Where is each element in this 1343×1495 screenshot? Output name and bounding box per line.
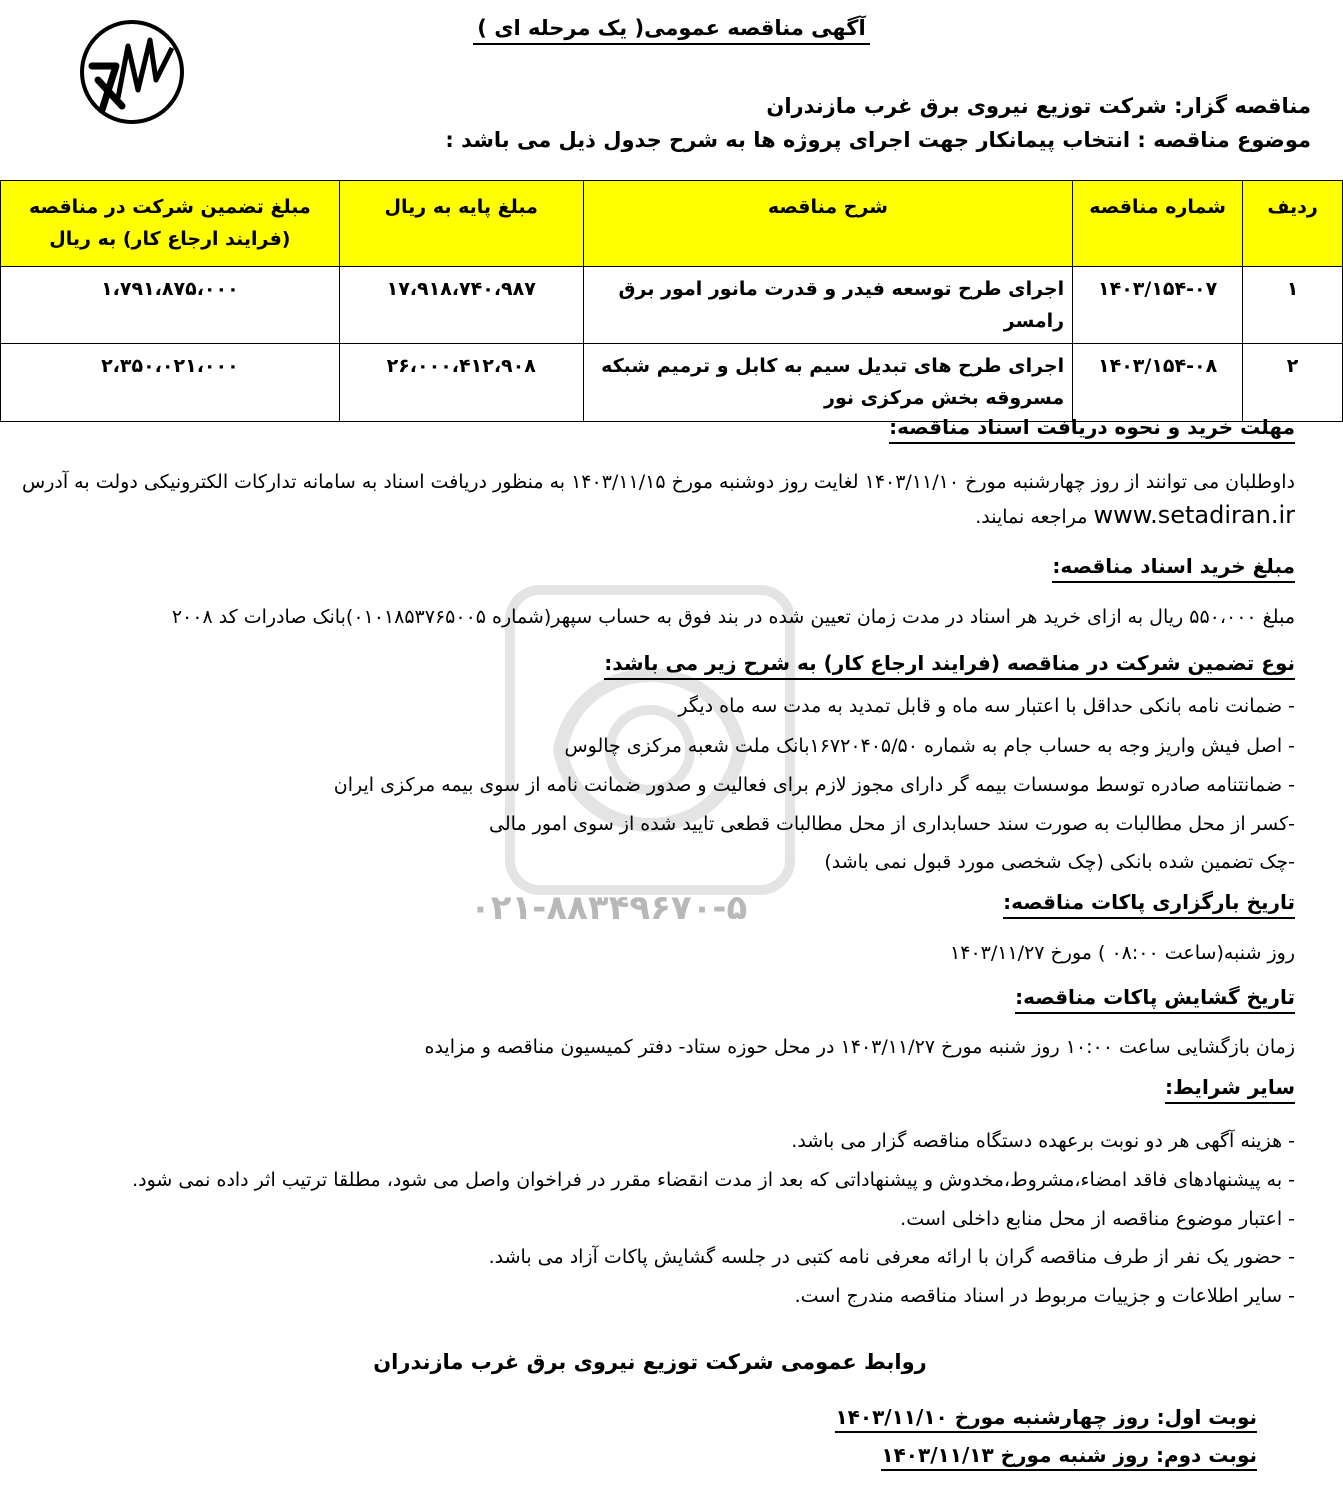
header-guarantee-line1: مبلغ تضمین شرکت در مناقصه <box>28 196 311 218</box>
list-item: - ضمانتنامه صادره توسط موسسات بیمه گر دارای مجوز لازم برای فعالیت و صدور ضمانت نامه از سوی بیمه مرکزی ایران <box>333 774 1295 796</box>
table-row <box>1 344 1343 422</box>
setadiran-link[interactable]: www.setadiran.ir <box>1093 501 1295 529</box>
cell-description: اجرای طرح توسعه فیدر و قدرت مانور امور برق رامسر <box>583 267 1072 344</box>
watermark-phone: ۰۲۱-۸۸۳۴۹۶۷۰-۵ <box>470 888 748 928</box>
cell-row-number: ۲ <box>1243 344 1343 422</box>
list-item: - حضور یک نفر از طرف مناقصه گران با ارائه معرفی نامه کتبی در جلسه گشایش پاکات آزاد می باشد. <box>488 1246 1295 1268</box>
opening-date-heading: تاریخ گشایش پاکات مناقصه: <box>1015 985 1295 1009</box>
organizer-line: مناقصه گزار: شرکت توزیع نیروی برق غرب مازندران <box>766 94 1311 118</box>
second-publication-date: نوبت دوم: روز شنبه مورخ ۱۴۰۳/۱۱/۱۳ <box>881 1443 1257 1471</box>
header-tender-number: شماره مناقصه <box>1073 181 1243 267</box>
purchase-deadline-heading: مهلت خرید و نحوه دریافت اسناد مناقصه: <box>889 415 1295 439</box>
list-item: -کسر از محل مطالبات به صورت سند حسابداری از محل مطالبات قطعی تایید شده از سوی امور مالی <box>489 813 1295 835</box>
holding-date-text: روز شنبه(ساعت ۰۸:۰۰ ) مورخ ۱۴۰۳/۱۱/۲۷ <box>950 942 1295 964</box>
header-guarantee <box>1 181 340 267</box>
document-price-heading: مبلغ خرید اسناد مناقصه: <box>1052 554 1295 578</box>
document-price-text: مبلغ ۵۵۰،۰۰۰ ریال به ازای خرید هر اسناد در مدت زمان تعیین شده در بند فوق به حساب سپهر(شماره ۰۱۰۱۸۵۳۷۶۵۰۰۵)بانک صادرات کد ۲۰۰۸ <box>171 606 1295 628</box>
notice-title: آگهی مناقصه عمومی( یک مرحله ای ) <box>0 16 1343 40</box>
subject-line: موضوع مناقصه : انتخاب پیمانکار جهت اجرای پروژه ها به شرح جدول ذیل می باشد : <box>445 128 1311 152</box>
list-item: - سایر اطلاعات و جزییات مربوط در اسناد مناقصه مندرج است. <box>794 1285 1295 1307</box>
table-header-row <box>1 181 1343 267</box>
list-item: - هزینه آگهی هر دو نوبت برعهده دستگاه مناقصه گزار می باشد. <box>791 1130 1295 1152</box>
header-description: شرح مناقصه <box>583 181 1072 267</box>
purchase-deadline-text: داوطلبان می توانند از روز چهارشنبه مورخ ۱۴۰۳/۱۱/۱۰ لغایت روز دوشنبه مورخ ۱۴۰۳/۱۱/۱۵ به منظور دریافت اسناد به سامانه تدارکات الکترونیکی دولت به آدرس www.setadiran.ir مراجعه نمایند. <box>22 471 1295 529</box>
cell-tender-number: ۱۴۰۳/۱۵۴-۰۸ <box>1073 344 1243 422</box>
list-item: - به پیشنهادهای فاقد امضاء،مشروط،مخدوش و پیشنهاداتی که بعد از مدت انقضاء مقرر در فراخوان واصل می شود، مطلقا ترتیب اثر داده نمی شود. <box>132 1169 1295 1191</box>
list-item: - اصل فیش واریز وجه به حساب جام به شماره ۱۶۷۲۰۴۰۵/۵۰بانک ملت شعبه مرکزی چالوس <box>564 735 1295 757</box>
cell-base-amount: ۱۷،۹۱۸،۷۴۰،۹۸۷ <box>339 267 583 344</box>
cell-guarantee: ۲،۳۵۰،۰۲۱،۰۰۰ <box>1 344 340 422</box>
opening-date-text: زمان بازگشایی ساعت ۱۰:۰۰ روز شنبه مورخ ۱۴۰۳/۱۱/۲۷ در محل حوزه ستاد- دفتر کمیسیون مناقصه و مزایده <box>424 1036 1295 1058</box>
cell-base-amount: ۲۶،۰۰۰،۴۱۲،۹۰۸ <box>339 344 583 422</box>
holding-date-heading: تاریخ بارگزاری پاکات مناقصه: <box>1003 890 1295 914</box>
header-base-amount: مبلغ پایه به ریال <box>339 181 583 267</box>
list-item: - ضمانت نامه بانکی حداقل با اعتبار سه ماه و قابل تمدید به مدت سه ماه دیگر <box>678 695 1295 717</box>
cell-tender-number: ۱۴۰۳/۱۵۴-۰۷ <box>1073 267 1243 344</box>
guarantee-types-heading: نوع تضمین شرکت در مناقصه (فرایند ارجاع کار) به شرح زیر می باشد: <box>604 651 1295 675</box>
first-publication-date: نوبت اول: روز چهارشنبه مورخ ۱۴۰۳/۱۱/۱۰ <box>835 1405 1257 1433</box>
list-item: -چک تضمین شده بانکی (چک شخصی مورد قبول نمی باشد) <box>824 851 1295 873</box>
table-row <box>1 267 1343 344</box>
header-row-number: ردیف <box>1243 181 1343 267</box>
other-conditions-heading: سایر شرایط: <box>1165 1075 1295 1099</box>
cell-description: اجرای طرح های تبدیل سیم به کابل و ترمیم شبکه مسروقه بخش مرکزی نور <box>583 344 1072 422</box>
cell-guarantee: ۱،۷۹۱،۸۷۵،۰۰۰ <box>1 267 340 344</box>
header-guarantee-line2: (فرایند ارجاع کار) به ریال <box>49 228 291 250</box>
public-relations-signature: روابط عمومی شرکت توزیع نیروی برق غرب مازندران <box>373 1350 927 1374</box>
list-item: - اعتبار موضوع مناقصه از محل منابع داخلی است. <box>900 1208 1295 1230</box>
tenders-table <box>0 180 1343 422</box>
cell-row-number: ۱ <box>1243 267 1343 344</box>
